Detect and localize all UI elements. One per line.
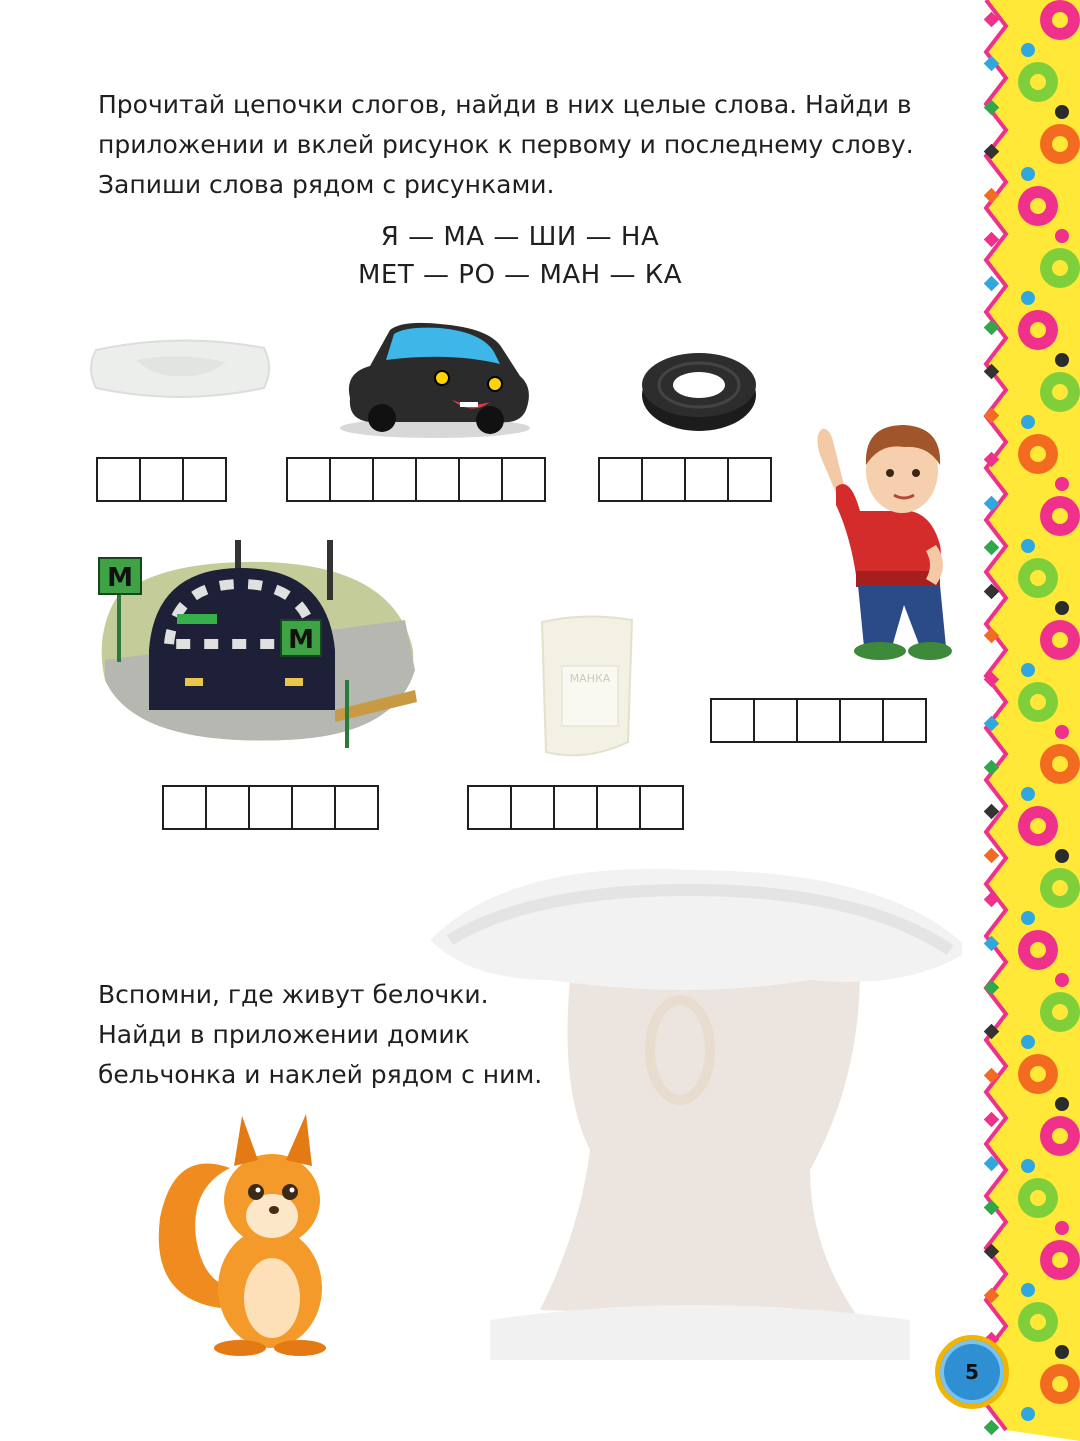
- letter-cell[interactable]: [501, 457, 546, 502]
- dot-decoration: [1055, 1345, 1069, 1359]
- ring-hole: [1030, 74, 1046, 90]
- ring-hole: [1052, 880, 1068, 896]
- dot-decoration: [1055, 477, 1069, 491]
- dot-decoration: [1021, 1283, 1035, 1297]
- letter-cell[interactable]: [796, 698, 841, 743]
- word-boxes-2[interactable]: [286, 457, 546, 502]
- syllable-chains: [330, 218, 710, 294]
- letter-cell[interactable]: [596, 785, 641, 830]
- ring-hole: [1030, 1190, 1046, 1206]
- ring-hole: [1030, 818, 1046, 834]
- dot-decoration: [1021, 663, 1035, 677]
- ring-hole: [1052, 1376, 1068, 1392]
- word-boxes-1[interactable]: [96, 457, 227, 502]
- dot-decoration: [1055, 229, 1069, 243]
- ring-hole: [1052, 1252, 1068, 1268]
- letter-cell[interactable]: [372, 457, 417, 502]
- dot-decoration: [1021, 43, 1035, 57]
- ring-hole: [1052, 384, 1068, 400]
- word-boxes-4[interactable]: [710, 698, 927, 743]
- ring-hole: [1030, 322, 1046, 338]
- ring-hole: [1030, 694, 1046, 710]
- ring-hole: [1052, 1004, 1068, 1020]
- dot-decoration: [1021, 1035, 1035, 1049]
- ring-hole: [1030, 1066, 1046, 1082]
- car-icon: [330, 318, 540, 440]
- letter-cell[interactable]: [248, 785, 293, 830]
- dot-decoration: [1021, 291, 1035, 305]
- letter-cell[interactable]: [96, 457, 141, 502]
- semolina-bag-icon: [536, 612, 638, 764]
- letter-cell[interactable]: [598, 457, 643, 502]
- ring-hole: [1052, 508, 1068, 524]
- task2-instruction: [98, 975, 578, 1095]
- task2-line-3: бельчонка и наклей рядом с ним.: [98, 1060, 543, 1089]
- ring-hole: [1052, 632, 1068, 648]
- ring-hole: [1052, 136, 1068, 152]
- letter-cell[interactable]: [458, 457, 503, 502]
- letter-cell[interactable]: [882, 698, 927, 743]
- ring-hole: [1052, 1128, 1068, 1144]
- dot-decoration: [1021, 539, 1035, 553]
- chain-2: МЕТ — РО — МАН — КА: [358, 260, 682, 290]
- letter-cell[interactable]: [182, 457, 227, 502]
- letter-cell[interactable]: [139, 457, 184, 502]
- metro-entrance-icon: [95, 540, 425, 748]
- faded-cushion-icon: [86, 330, 274, 406]
- dot-decoration: [1021, 911, 1035, 925]
- metro-sign-letter: М: [288, 625, 314, 655]
- letter-cell[interactable]: [753, 698, 798, 743]
- dot-decoration: [1055, 725, 1069, 739]
- ring-hole: [1052, 260, 1068, 276]
- dot-decoration: [1055, 1221, 1069, 1235]
- dot-decoration: [1021, 167, 1035, 181]
- tree-icon: [390, 850, 980, 1370]
- dot-decoration: [1021, 1159, 1035, 1173]
- ring-hole: [1052, 12, 1068, 28]
- dot-decoration: [1055, 1097, 1069, 1111]
- ring-hole: [1030, 942, 1046, 958]
- task2-line-1: Вспомни, где живут белочки.: [98, 980, 489, 1009]
- letter-cell[interactable]: [205, 785, 250, 830]
- chain-1: Я — МА — ШИ — НА: [380, 222, 660, 252]
- dot-decoration: [1021, 415, 1035, 429]
- letter-cell[interactable]: [510, 785, 555, 830]
- dot-decoration: [1055, 353, 1069, 367]
- letter-cell[interactable]: [710, 698, 755, 743]
- letter-cell[interactable]: [291, 785, 336, 830]
- dot-decoration: [1021, 787, 1035, 801]
- letter-cell[interactable]: [553, 785, 598, 830]
- decorative-border: [962, 0, 1080, 1441]
- task1-instruction: Прочитай цепочки слогов, найди в них целые слова. Найди в приложении и вклей рисунок к первому и последнему слову. Запиши слова рядом с рисунками.: [98, 90, 914, 199]
- letter-cell[interactable]: [639, 785, 684, 830]
- dot-decoration: [1055, 973, 1069, 987]
- letter-cell[interactable]: [467, 785, 512, 830]
- letter-cell[interactable]: [727, 457, 772, 502]
- dot-decoration: [1021, 1407, 1035, 1421]
- page-number: 5: [965, 1360, 979, 1384]
- tire-icon: [638, 345, 760, 435]
- page-number-badge: [935, 1335, 1009, 1409]
- dot-decoration: [1055, 849, 1069, 863]
- squirrel-icon: [150, 1108, 360, 1358]
- ring-hole: [1052, 756, 1068, 772]
- letter-cell[interactable]: [415, 457, 460, 502]
- ring-hole: [1030, 198, 1046, 214]
- word-boxes-6[interactable]: [467, 785, 684, 830]
- dot-decoration: [1055, 105, 1069, 119]
- ring-hole: [1030, 570, 1046, 586]
- letter-cell[interactable]: [334, 785, 379, 830]
- boy-icon: [800, 415, 960, 665]
- letter-cell[interactable]: [329, 457, 374, 502]
- semolina-label: МАНКА: [569, 672, 611, 685]
- word-boxes-3[interactable]: [598, 457, 772, 502]
- letter-cell[interactable]: [286, 457, 331, 502]
- ring-hole: [1030, 1314, 1046, 1330]
- letter-cell[interactable]: [641, 457, 686, 502]
- metro-sign-letter: М: [107, 563, 133, 593]
- ring-hole: [1030, 446, 1046, 462]
- letter-cell[interactable]: [839, 698, 884, 743]
- dot-decoration: [1055, 601, 1069, 615]
- word-boxes-5[interactable]: [162, 785, 379, 830]
- letter-cell[interactable]: [684, 457, 729, 502]
- letter-cell[interactable]: [162, 785, 207, 830]
- task2-line-2: Найди в приложении домик: [98, 1020, 470, 1049]
